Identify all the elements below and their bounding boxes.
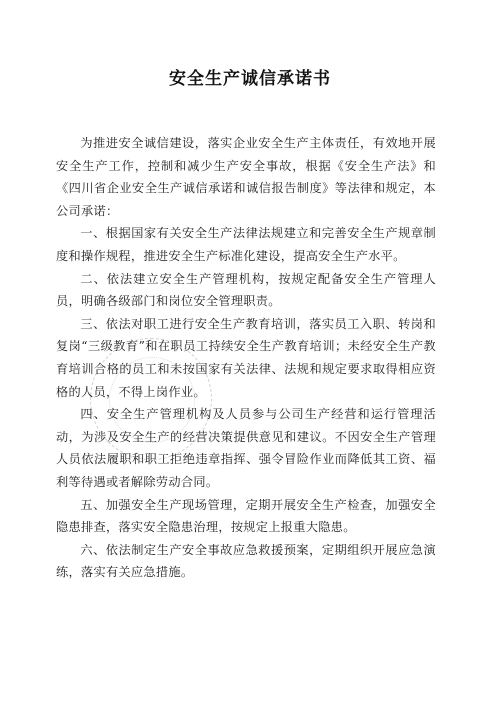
paragraph-item-1: 一、根据国家有关安全生产法律法规建立和完善安全生产规章制度和操作规程，推进安全生产标准化建设，提高安全生产水平。	[56, 226, 436, 263]
paragraph-item-2: 二、依法建立安全生产管理机构，按规定配备安全生产管理人员，明确各级部门和岗位安全管理职责。	[56, 271, 436, 309]
paragraph-item-5: 五、加强安全生产现场管理，定期开展安全生产检查，加强安全隐患排查，落实安全隐患治理，按规定上报重大隐患。	[56, 497, 436, 535]
paragraph-item-4: 四、安全生产管理机构及人员参与公司生产经营和运行管理活动，为涉及安全生产的经营决策提供意见和建议。不因安全生产管理人员依法履职和职工拒绝违章指挥、强令冒险作业而降低其工资、福利等待遇或者解除劳动合同。	[56, 407, 436, 489]
paragraph-item-3: 三、依法对职工进行安全生产教育培训，落实员工入职、转岗和复岗“三级教育”和在职员工持续安全生产教育培训；未经安全生产教育培训合格的员工和未按国家有关法律、法规和规定要求取得相应资格的人员，不得上岗作业。	[56, 316, 436, 399]
paragraph-item-6: 六、依法制定生产安全事故应急救援预案，定期组织开展应急演练，落实有关应急措施。	[56, 542, 436, 580]
paragraph-intro: 为推进安全诚信建设，落实企业安全生产主体责任，有效地开展安全生产工作，控制和减少生产安全事故，根据《安全生产法》和《四川省企业安全生产诚信承诺和诚信报告制度》等法律和规定，本公司承诺：	[56, 136, 436, 218]
document-title: 安全生产诚信承诺书	[169, 69, 331, 89]
document-body	[56, 132, 436, 584]
